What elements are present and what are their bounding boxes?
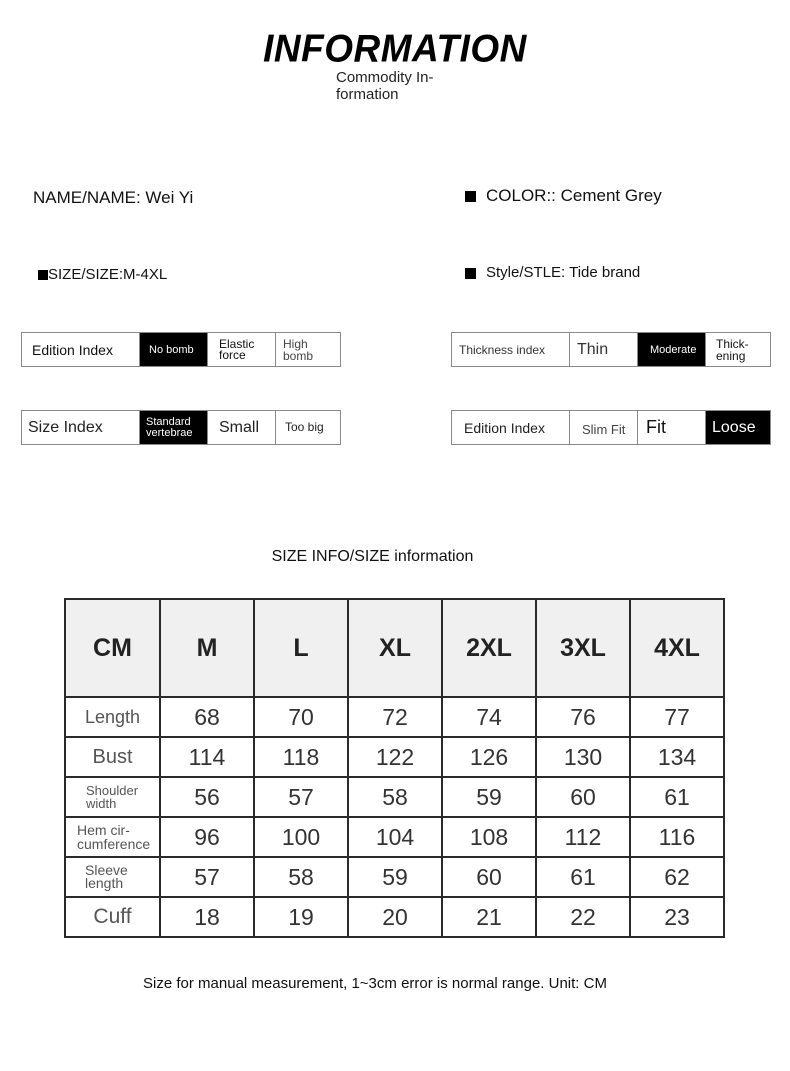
table-cell: 23 — [630, 897, 724, 937]
table-header-row — [65, 599, 724, 697]
index-option-selected: Moderate — [637, 333, 705, 366]
column-header: CM — [65, 599, 160, 697]
table-cell: 76 — [536, 697, 630, 737]
edition-index-left — [21, 332, 341, 367]
info-style — [465, 264, 640, 281]
index-option: Fit — [637, 411, 705, 444]
table-cell: 58 — [348, 777, 442, 817]
row-label: Hem cir- cumference — [65, 817, 160, 857]
table-cell: 22 — [536, 897, 630, 937]
index-option-selected: Standard vertebrae — [139, 411, 207, 444]
table-cell: 20 — [348, 897, 442, 937]
index-option: Slim Fit — [569, 411, 637, 444]
index-option: Too big — [275, 411, 340, 444]
column-header: M — [160, 599, 254, 697]
bullet-square-icon — [465, 191, 476, 202]
size-table — [64, 598, 725, 938]
row-label: Shoulder width — [65, 777, 160, 817]
index-label: Edition Index — [464, 419, 545, 436]
table-cell: 77 — [630, 697, 724, 737]
table-cell: 130 — [536, 737, 630, 777]
row-label: Length — [65, 697, 160, 737]
table-cell: 21 — [442, 897, 536, 937]
table-cell: 70 — [254, 697, 348, 737]
table-cell: 134 — [630, 737, 724, 777]
table-cell: 61 — [630, 777, 724, 817]
index-option-selected: No bomb — [139, 333, 207, 366]
index-label: Edition Index — [32, 341, 113, 358]
column-header: 3XL — [536, 599, 630, 697]
index-label: Size Index — [28, 418, 103, 436]
table-cell: 60 — [536, 777, 630, 817]
table-cell: 72 — [348, 697, 442, 737]
bullet-square-icon — [38, 270, 48, 280]
edition-index-right — [451, 410, 771, 445]
index-option: Small — [207, 411, 275, 444]
table-row — [65, 737, 724, 777]
table-cell: 100 — [254, 817, 348, 857]
table-cell: 62 — [630, 857, 724, 897]
table-cell: 118 — [254, 737, 348, 777]
index-option: High bomb — [275, 333, 340, 366]
index-option: Thick- ening — [705, 333, 770, 366]
table-row — [65, 697, 724, 737]
thickness-index — [451, 332, 771, 367]
table-cell: 59 — [442, 777, 536, 817]
index-option-selected: Loose — [705, 411, 770, 444]
table-cell: 59 — [348, 857, 442, 897]
table-cell: 58 — [254, 857, 348, 897]
info-color-text: COLOR:: Cement Grey — [486, 186, 662, 205]
row-label: Sleeve length — [65, 857, 160, 897]
table-row — [65, 857, 724, 897]
table-cell: 68 — [160, 697, 254, 737]
info-color — [465, 186, 662, 206]
column-header: XL — [348, 599, 442, 697]
info-style-text: Style/STLE: Tide brand — [486, 264, 641, 281]
page-subtitle: Commodity In- formation — [336, 69, 434, 103]
table-cell: 104 — [348, 817, 442, 857]
bullet-square-icon — [465, 268, 476, 279]
row-label: Bust — [65, 737, 160, 777]
table-cell: 74 — [442, 697, 536, 737]
info-name-text: NAME/NAME: Wei Yi — [33, 188, 194, 207]
index-option: Thin — [569, 333, 637, 366]
table-row — [65, 777, 724, 817]
column-header: 4XL — [630, 599, 724, 697]
index-label: Thickness index — [459, 342, 546, 357]
table-row — [65, 897, 724, 937]
table-cell: 56 — [160, 777, 254, 817]
table-cell: 57 — [254, 777, 348, 817]
info-size — [38, 266, 167, 283]
size-table-grid — [64, 598, 725, 938]
table-cell: 114 — [160, 737, 254, 777]
table-row — [65, 817, 724, 857]
column-header: L — [254, 599, 348, 697]
size-index — [21, 410, 341, 445]
table-cell: 122 — [348, 737, 442, 777]
table-cell: 126 — [442, 737, 536, 777]
index-option: Elastic force — [207, 333, 275, 366]
table-cell: 18 — [160, 897, 254, 937]
table-cell: 57 — [160, 857, 254, 897]
measurement-note: Size for manual measurement, 1~3cm error is normal range. Unit: CM — [143, 975, 607, 992]
table-cell: 96 — [160, 817, 254, 857]
table-cell: 60 — [442, 857, 536, 897]
table-cell: 116 — [630, 817, 724, 857]
table-cell: 61 — [536, 857, 630, 897]
page-title: INFORMATION — [263, 26, 527, 70]
info-size-text: SIZE/SIZE:M-4XL — [48, 266, 168, 283]
table-cell: 112 — [536, 817, 630, 857]
row-label: Cuff — [65, 897, 160, 937]
column-header: 2XL — [442, 599, 536, 697]
table-cell: 108 — [442, 817, 536, 857]
table-cell: 19 — [254, 897, 348, 937]
size-info-heading: SIZE INFO/SIZE information — [271, 548, 474, 565]
info-name — [33, 188, 193, 208]
